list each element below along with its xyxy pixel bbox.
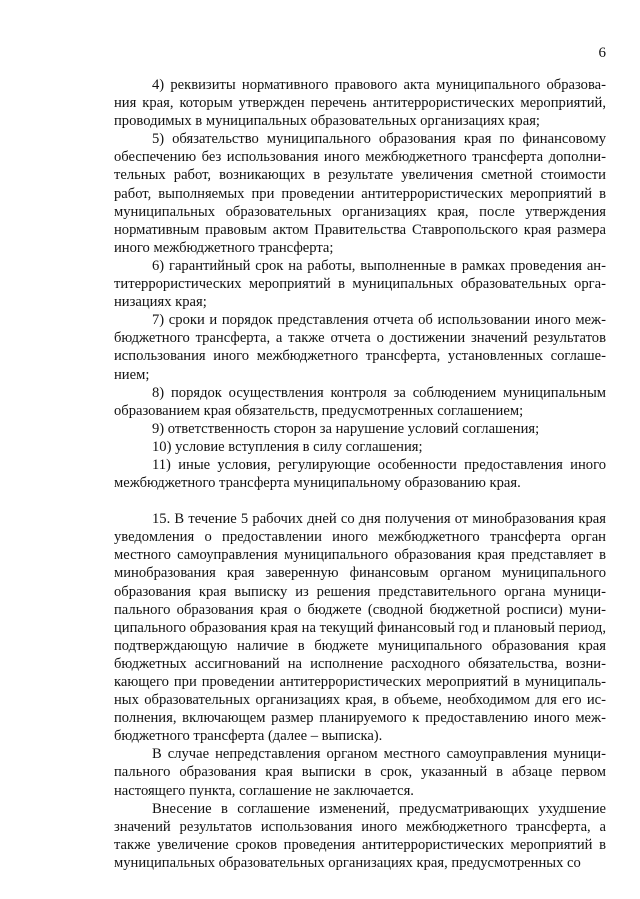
paragraph-item-5: 5) обязательство муниципального образования края по финансовому обеспечению без использования иного межбюджетного трансферта дополнительных работ, возникающих в результате увеличения сметной стоимости работ, выполняемых при проведении антитеррористических мероприятий в муниципальных образовательных организациях края, после утверждения нормативным правовым актом Правительства Ставропольского края размера иного межбюджетного трансферта; bbox=[114, 131, 606, 256]
page-number: 6 bbox=[598, 45, 606, 61]
paragraph-non-submission: В случае непредставления органом местного самоуправления муниципального образования края выписки в срок, указанный в абзаце первом настоящего пункта, соглашение не заключается. bbox=[114, 746, 606, 799]
section-gap bbox=[114, 492, 606, 510]
paragraph-item-8: 8) порядок осуществления контроля за соблюдением муниципальным образованием края обязательств, предусмотренных соглашением; bbox=[114, 384, 606, 419]
paragraph-item-4: 4) реквизиты нормативного правового акта муниципального образования края, которым утвержден перечень антитеррористических мероприятий, проводимых в муниципальных образовательных организациях края; bbox=[114, 77, 606, 130]
paragraph-item-11: 11) иные условия, регулирующие особенности предоставления иного межбюджетного трансферта муниципальному образованию края. bbox=[114, 456, 606, 492]
paragraph-item-10: 10) условие вступления в силу соглашения; bbox=[152, 438, 423, 455]
paragraph-item-7: 7) сроки и порядок представления отчета об использовании иного межбюджетного трансферта, а также отчета о достижении значений результатов использования иного межбюджетного трансферта, установленных соглашением; bbox=[114, 312, 606, 383]
paragraph-amendments: Внесение в соглашение изменений, предусматривающих ухудшение значений результатов использования иного межбюджетного трансферта, а также увеличение сроков проведения антитеррористических мероприятий в муниципальных образовательных организациях края, предусмотренных со bbox=[114, 800, 606, 871]
document-body bbox=[114, 76, 606, 872]
paragraph-clause-15: 15. В течение 5 рабочих дней со дня получения от минобразования края уведомления о предоставлении иного межбюджетного трансферта орган местного самоуправления муниципального образования края представляет в минобразования края заверенную финансовым органом муниципального образования края выписку из решения представительного органа муниципального образования края о бюджете (сводной бюджетной росписи) муниципального образования края на текущий финансовый год и плановый период, подтверждающую наличие в бюджете муниципального образования края бюджетных ассигнований на исполнение расходного обязательства, возникающего при проведении антитеррористических мероприятий в муниципальных образовательных организациях края, в объеме, необходимом для его исполнения, включающем размер планируемого к предоставлению иного межбюджетного трансферта (далее – выписка). bbox=[114, 511, 606, 745]
paragraph-item-6: 6) гарантийный срок на работы, выполненные в рамках проведения антитеррористических мероприятий в муниципальных образовательных организациях края; bbox=[114, 257, 606, 311]
paragraph-item-9: 9) ответственность сторон за нарушение условий соглашения; bbox=[152, 420, 540, 437]
